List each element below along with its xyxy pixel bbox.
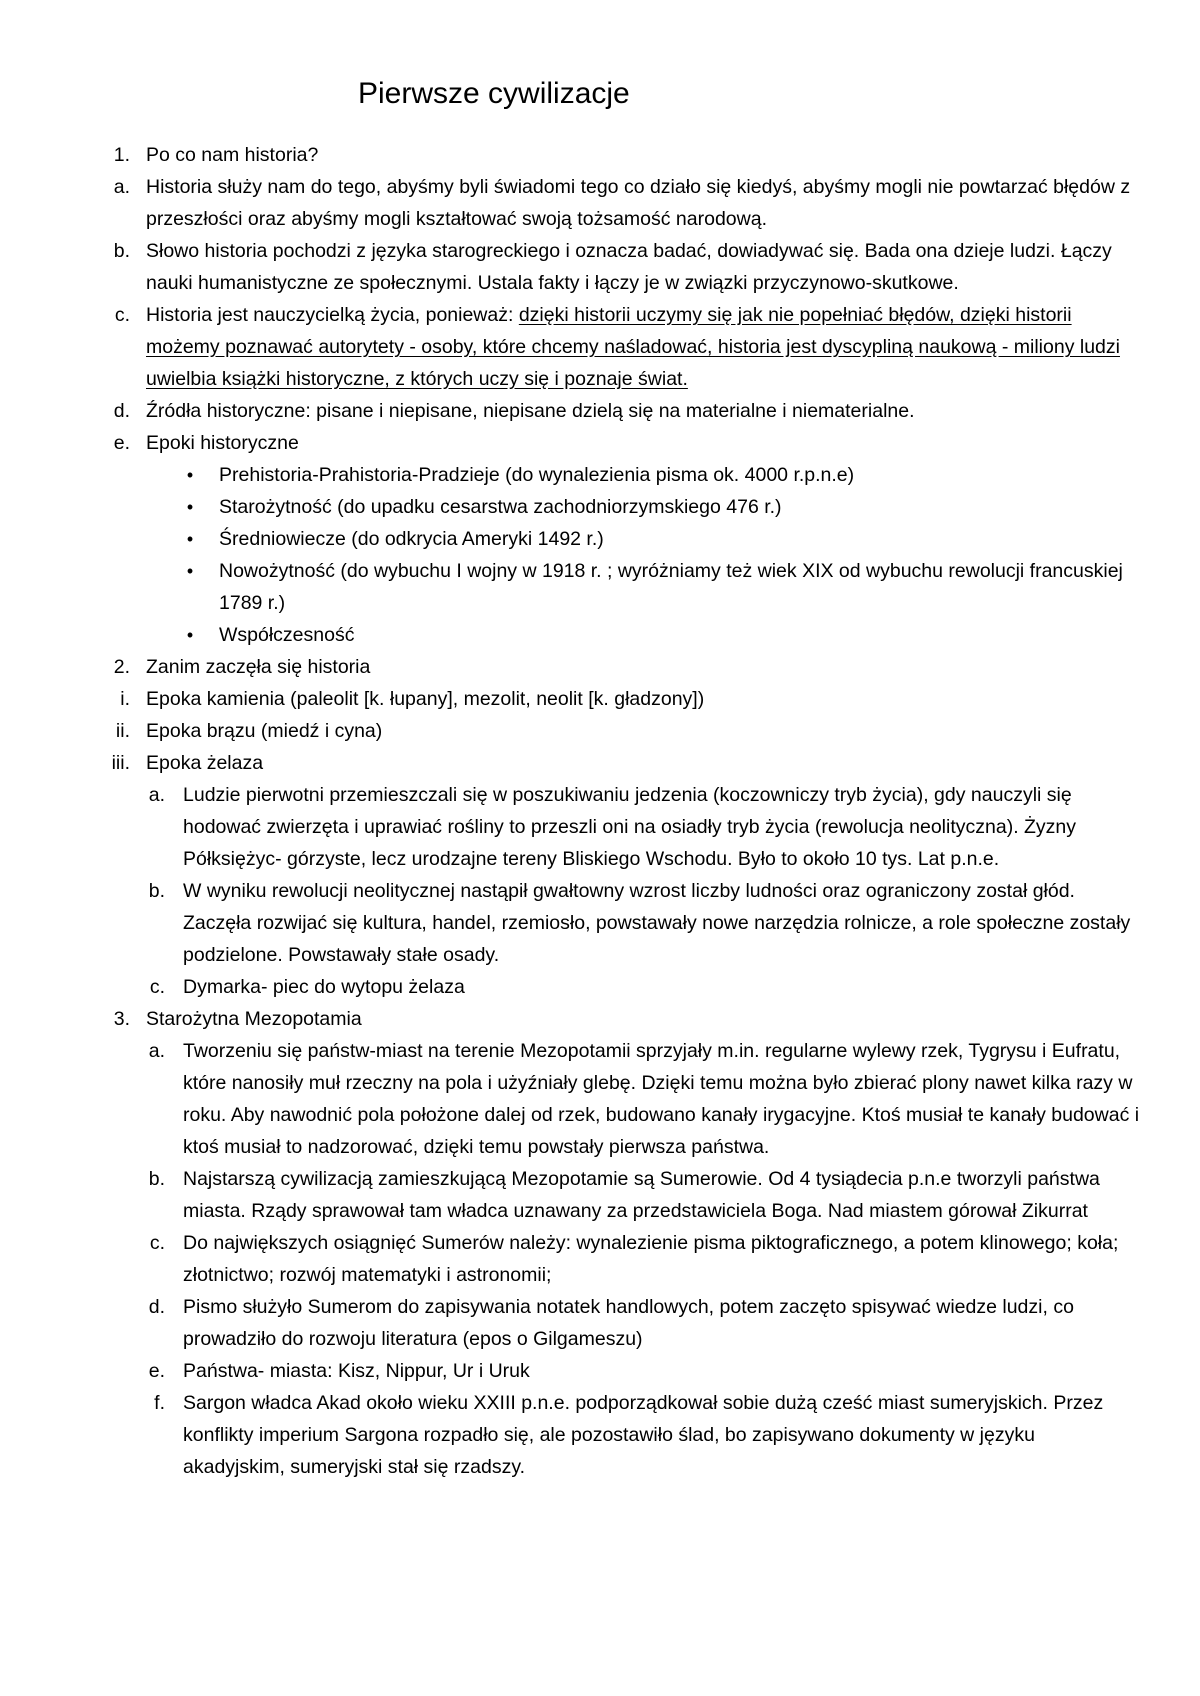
paragraph-lead: Historia jest nauczycielką życia, ponieważ:: [146, 304, 519, 326]
list-marker: d.: [148, 1296, 165, 1318]
list-item-2b: [0, 875, 1200, 971]
list-item-1b: [0, 235, 1200, 299]
bullet-item: [0, 555, 1200, 619]
list-item-2c: [0, 971, 1200, 1003]
list-marker: a.: [113, 176, 130, 198]
list-item-1c: [0, 299, 1200, 395]
bullet-text: Starożytność (do upadku cesarstwa zachodniorzymskiego 476 r.): [219, 496, 782, 518]
bullet-text: Nowożytność (do wybuchu I wojny w 1918 r. ; wyróżniamy też wiek XIX od wybuchu rewolucji francuskiej 1789 r.): [219, 560, 1123, 614]
paragraph: Najstarszą cywilizacją zamieszkującą Mezopotamie są Sumerowie. Od 4 tysiądecia p.n.e tworzyli państwa miasta. Rządy sprawował tam władca uznawany za przedstawiciela Boga. Nad miastem górował Zikurrat: [183, 1168, 1100, 1222]
bullet-icon: •: [186, 529, 194, 549]
bullet-icon: •: [186, 625, 194, 645]
list-marker: i.: [120, 688, 130, 710]
paragraph: Ludzie pierwotni przemieszczali się w poszukiwaniu jedzenia (koczowniczy tryb życia), gdy nauczyli się hodować zwierzęta i uprawiać rośliny to przeszli oni na osiadły tryb życia (rewolucja neolityczna). Żyzny Półksiężyc- górzyste, lecz urodzajne tereny Bliskiego Wschodu. Było to około 10 tys. Lat p.n.e.: [183, 784, 1077, 870]
roman-item: [0, 715, 1200, 747]
list-marker: c.: [149, 976, 165, 998]
paragraph: Epoka brązu (miedź i cyna): [146, 720, 383, 742]
paragraph: W wyniku rewolucji neolitycznej nastąpił gwałtowny wzrost liczby ludności oraz ograniczony został głód. Zaczęła rozwijać się kultura, handel, rzemiosło, powstawały nowe narzędzia rolnicze, a role społeczne zostały podzielone. Powstawały stałe osady.: [183, 880, 1131, 966]
list-marker: ii.: [115, 720, 130, 742]
paragraph: Do największych osiągnięć Sumerów należy: wynalezienie pisma piktograficznego, a potem klinowego; koła; złotnictwo; rozwój matematyki i astronomii;: [183, 1232, 1119, 1286]
paragraph: Pismo służyło Sumerom do zapisywania notatek handlowych, potem zaczęto spisywać wiedze ludzi, co prowadziło do rozwoju literatura (epos o Gilgameszu): [183, 1296, 1074, 1350]
list-marker: 2.: [113, 656, 130, 678]
list-marker: a.: [148, 784, 165, 806]
paragraph: Sargon władca Akad około wieku XXIII p.n.e. podporządkował sobie dużą cześć miast sumeryjskich. Przez konflikty imperium Sargona rozpadło się, ale pozostawiło ślad, bo zapisywano dokumenty w języku akadyjskim, sumeryjski stał się rzadszy.: [183, 1392, 1104, 1478]
paragraph: [146, 299, 1140, 395]
bullet-text: Prehistoria-Prahistoria-Pradzieje (do wynalezienia pisma ok. 4000 r.p.n.e): [219, 464, 855, 486]
list-marker: b.: [148, 1168, 165, 1190]
section-heading: Po co nam historia?: [146, 144, 319, 166]
paragraph: Epoki historyczne: [146, 432, 299, 454]
paragraph: Historia służy nam do tego, abyśmy byli świadomi tego co działo się kiedyś, abyśmy mogli nie powtarzać błędów z przeszłości oraz abyśmy mogli kształtować swoją tożsamość narodową.: [146, 176, 1131, 230]
list-marker: f.: [154, 1392, 165, 1414]
list-item-3e: [0, 1355, 1200, 1387]
list-item-3b: [0, 1163, 1200, 1227]
list-item-3f: [0, 1387, 1200, 1483]
bullet-item: [0, 491, 1200, 523]
paragraph: Państwa- miasta: Kisz, Nippur, Ur i Uruk: [183, 1360, 530, 1382]
bullet-icon: •: [186, 465, 194, 485]
list-item-3: [0, 1003, 1200, 1035]
list-marker: c.: [114, 304, 130, 326]
section-heading: Starożytna Mezopotamia: [146, 1008, 362, 1030]
underlined-text: dzięki historii uczymy się jak nie popełniać błędów, dzięki historii możemy poznawać autorytety - osoby, które chcemy naśladować, historia jest dyscypliną naukową - miliony ludzi uwielbia książki historyczne, z których uczy się i poznaje świat.: [146, 304, 1120, 390]
list-marker: e.: [148, 1360, 165, 1382]
list-marker: d.: [113, 400, 130, 422]
list-item-1a: [0, 171, 1200, 235]
bullet-icon: •: [186, 497, 194, 517]
bullet-item: [0, 459, 1200, 491]
bullet-item: [0, 619, 1200, 651]
bullet-icon: •: [186, 561, 194, 581]
list-item-3d: [0, 1291, 1200, 1355]
roman-item: [0, 683, 1200, 715]
list-item-2a: [0, 779, 1200, 875]
list-item-2: [0, 651, 1200, 683]
paragraph: Dymarka- piec do wytopu żelaza: [183, 976, 465, 998]
paragraph: Tworzeniu się państw-miast na terenie Mezopotamii sprzyjały m.in. regularne wylewy rzek, Tygrysu i Eufratu, które nanosiły muł rzeczny na pola i użyźniały glebę. Dzięki temu można było zbierać plony nawet kilka razy w roku. Aby nawodnić pola położone dalej od rzek, budowano kanały irygacyjne. Ktoś musiał te kanały budować i ktoś musiał to nadzorować, dzięki temu powstały pierwsza państwa.: [183, 1040, 1140, 1158]
bullet-text: Średniowiecze (do odkrycia Ameryki 1492 r.): [219, 528, 604, 550]
list-item-1d: [0, 395, 1200, 427]
roman-item: [0, 747, 1200, 779]
list-marker: e.: [113, 432, 130, 454]
list-marker: b.: [148, 880, 165, 902]
section-heading: Zanim zaczęła się historia: [146, 656, 371, 678]
list-marker: iii.: [111, 752, 130, 774]
bullet-item: [0, 523, 1200, 555]
list-item-1: [0, 139, 1200, 171]
page-title: Pierwsze cywilizacje: [358, 77, 630, 110]
list-marker: a.: [148, 1040, 165, 1062]
list-marker: 3.: [113, 1008, 130, 1030]
list-item-3a: [0, 1035, 1200, 1163]
list-marker: c.: [149, 1232, 165, 1254]
list-item-3c: [0, 1227, 1200, 1291]
list-marker: b.: [113, 240, 130, 262]
paragraph: Epoka kamienia (paleolit [k. łupany], mezolit, neolit [k. gładzony]): [146, 688, 705, 710]
paragraph: Źródła historyczne: pisane i niepisane, niepisane dzielą się na materialne i niematerialne.: [146, 400, 915, 422]
list-item-1e: [0, 427, 1200, 459]
paragraph: Epoka żelaza: [146, 752, 264, 774]
document-body: [0, 139, 1200, 1483]
list-marker: 1.: [113, 144, 130, 166]
paragraph: Słowo historia pochodzi z języka starogreckiego i oznacza badać, dowiadywać się. Bada ona dzieje ludzi. Łączy nauki humanistyczne ze społecznymi. Ustala fakty i łączy je w związki przyczynowo-skutkowe.: [146, 240, 1112, 294]
bullet-text: Współczesność: [219, 624, 355, 646]
